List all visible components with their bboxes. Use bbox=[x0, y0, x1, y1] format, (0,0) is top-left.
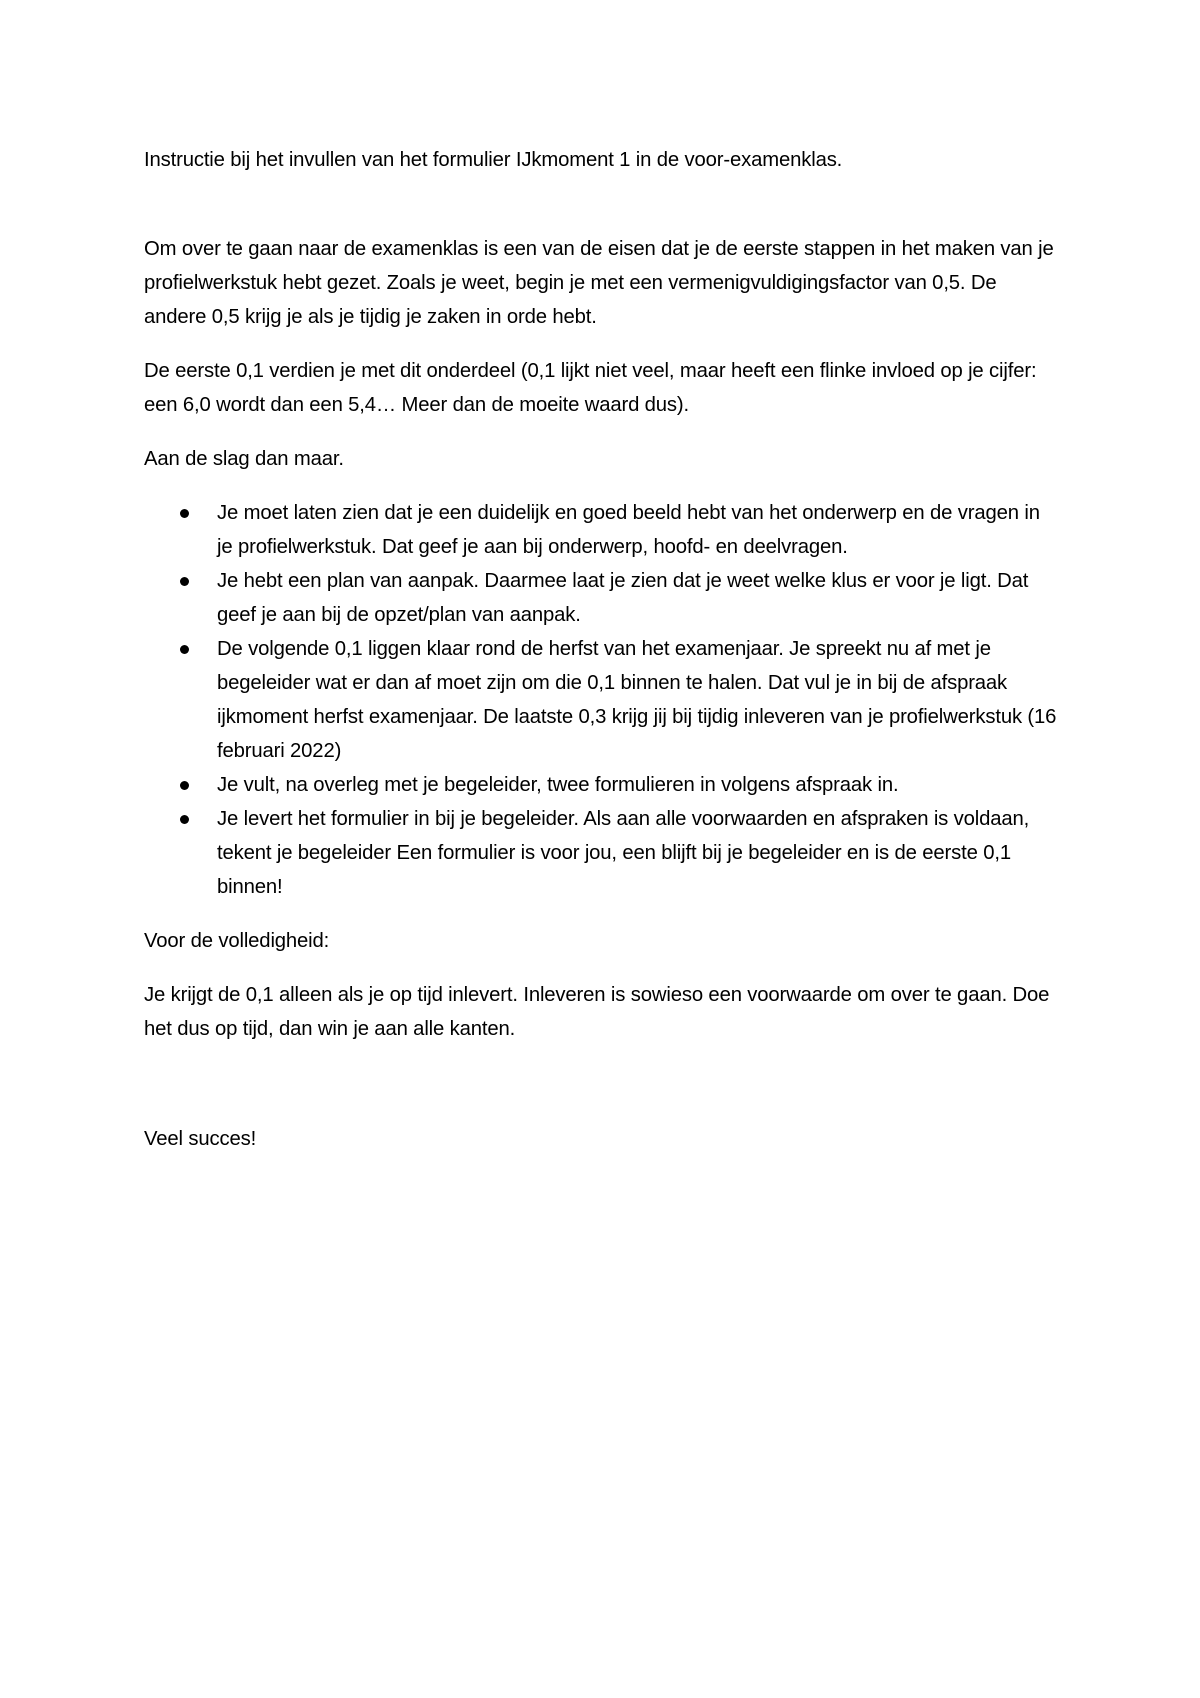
document-body bbox=[144, 143, 1059, 1156]
first-point-paragraph: De eerste 0,1 verdien je met dit onderdeel (0,1 lijkt niet veel, maar heeft een flinke invloed op je cijfer: een 6,0 wordt dan een 5,4… Meer dan de moeite waard dus). bbox=[144, 360, 1037, 416]
bullet-icon bbox=[180, 645, 189, 654]
list-item bbox=[217, 632, 1059, 768]
list-item bbox=[217, 564, 1059, 632]
completeness-heading: Voor de volledigheid: bbox=[144, 930, 330, 952]
list-item-text: Je levert het formulier in bij je begeleider. Als aan alle voorwaarden en afspraken is voldaan, tekent je begeleider Een formulier is voor jou, een blijft bij je begeleider en is de eerste 0,1 binnen! bbox=[217, 808, 1030, 898]
list-item bbox=[217, 496, 1059, 564]
instruction-list bbox=[144, 496, 1059, 904]
closing-line: Veel succes! bbox=[144, 1128, 257, 1150]
start-paragraph: Aan de slag dan maar. bbox=[144, 448, 344, 470]
bullet-icon bbox=[180, 509, 189, 518]
list-item bbox=[217, 768, 1059, 802]
list-item-text: Je vult, na overleg met je begeleider, twee formulieren in volgens afspraak in. bbox=[217, 774, 899, 796]
bullet-icon bbox=[180, 781, 189, 790]
intro-paragraph: Om over te gaan naar de examenklas is een van de eisen dat je de eerste stappen in het maken van je profielwerkstuk hebt gezet. Zoals je weet, begin je met een vermenigvuldigingsfactor van 0,5. De andere 0,5 krijg je als je tijdig je zaken in orde hebt. bbox=[144, 238, 1054, 328]
list-item-text: Je hebt een plan van aanpak. Daarmee laat je zien dat je weet welke klus er voor je ligt. Dat geef je aan bij de opzet/plan van aanpak. bbox=[217, 570, 1029, 626]
completeness-paragraph: Je krijgt de 0,1 alleen als je op tijd inlevert. Inleveren is sowieso een voorwaarde om over te gaan. Doe het dus op tijd, dan win je aan alle kanten. bbox=[144, 984, 1050, 1040]
list-item-text: De volgende 0,1 liggen klaar rond de herfst van het examenjaar. Je spreekt nu af met je begeleider wat er dan af moet zijn om die 0,1 binnen te halen. Dat vul je in bij de afspraak ijkmoment herfst examenjaar. De laatste 0,3 krijg jij bij tijdig inleveren van je profielwerkstuk (16 februari 2022) bbox=[217, 638, 1057, 762]
document-title: Instructie bij het invullen van het formulier IJkmoment 1 in de voor-examenklas. bbox=[144, 149, 843, 171]
bullet-icon bbox=[180, 577, 189, 586]
list-item bbox=[217, 802, 1059, 904]
bullet-icon bbox=[180, 815, 189, 824]
list-item-text: Je moet laten zien dat je een duidelijk en goed beeld hebt van het onderwerp en de vragen in je profielwerkstuk. Dat geef je aan bij onderwerp, hoofd- en deelvragen. bbox=[217, 502, 1040, 558]
